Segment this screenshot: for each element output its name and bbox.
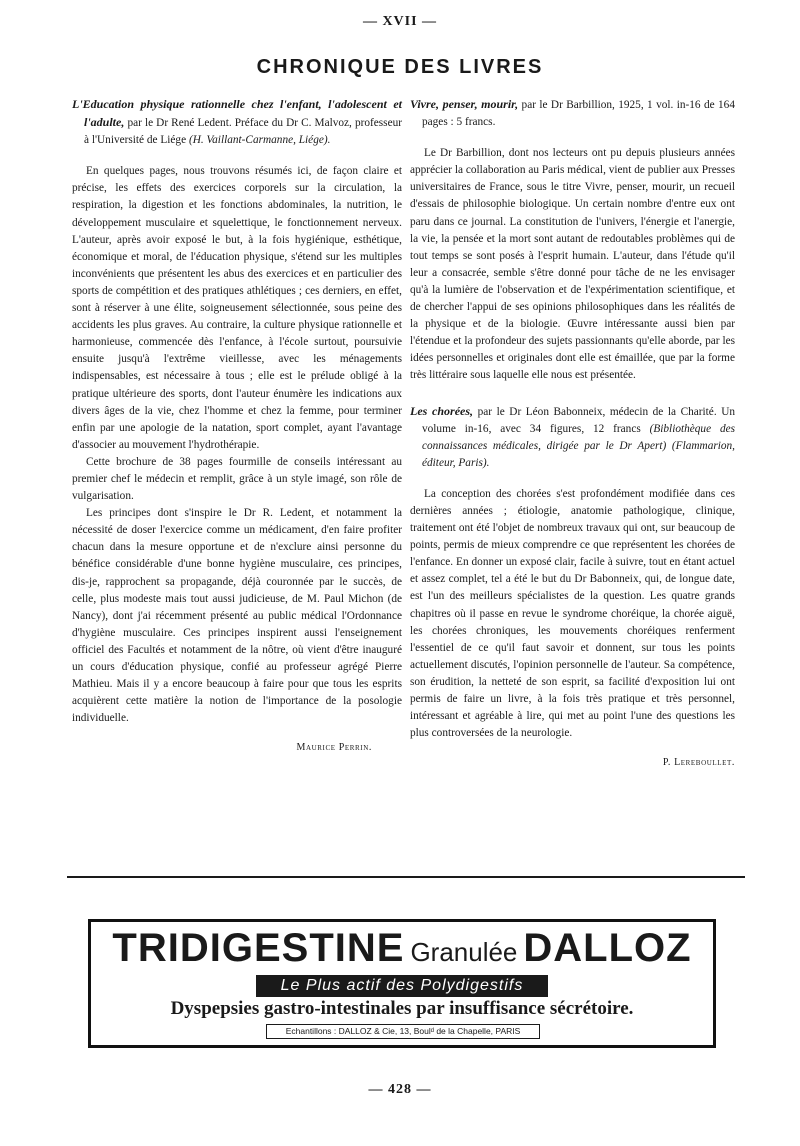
ad-address: Echantillons : DALLOZ & Cie, 13, Boulᵈ de la Chapelle, PARIS <box>266 1024 540 1039</box>
book-details: par le Dr Barbillion, 1925, 1 vol. in-16 de 164 pages : 5 francs. <box>422 99 735 129</box>
ad-brand-maker: DALLOZ <box>523 926 692 970</box>
review-heading-education <box>72 96 402 149</box>
page-number: — 428 — <box>368 1082 432 1097</box>
review-paragraph: Les principes dont s'inspire le Dr R. Ledent, et notamment la nécessité de doser l'exercice comme un médicament, d'en faire profiter chacun dans la mesure opportune et de n'exclure ainsi personne du bénéfice considérable d'une bonne hygiène musculaire, ces principes, dis-je, rapprochent sa propagande, déjà couronnée par le succès, de celle, plus modeste mais tout aussi judicieuse, de M. Paul Michon (de Nancy), dont j'ai récemment présenté au public médical l'Ordonnance d'hygiène musculaire. Ces principes inspirent aussi l'enseignement officiel des Facultés et notamment de la nôtre, où vient d'être inauguré un cours d'éducation physique, confié au professeur agrégé Pierre Mathieu. Mais il y a encore beaucoup à faire pour que tous les esprits acquièrent cette matière la notion de l'importance de la posologie individuelle. <box>72 507 402 725</box>
ad-claim: Dyspepsies gastro-intestinales par insuffisance sécrétoire. <box>170 998 634 1019</box>
ad-tagline: Le Plus actif des Polydigestifs <box>256 975 548 997</box>
book-title: Vivre, penser, mourir, <box>410 97 519 111</box>
review-heading-chorees <box>410 403 735 472</box>
review-heading-vivre <box>410 96 735 131</box>
book-details: par le Dr Léon Babonneix, médecin de la Charité. Un volume in-16, avec 34 figures, 12 francs <box>422 405 735 435</box>
section-title: CHRONIQUE DES LIVRES <box>256 56 544 78</box>
book-publisher: (H. Vaillant-Carmanne, Liége). <box>188 134 331 147</box>
review-paragraph: Le Dr Barbillion, dont nos lecteurs ont pu depuis plusieurs années apprécier la collaboration au Paris médical, vient de publier aux Presses universitaires de France, sous le titre Vivre, penser, mourir, un recueil d'essais de philosophie biologique. Un certain nombre d'entre eux ont paru dans ce journal. La constitution de l'univers, l'énergie et l'anergie, la vie, la pensée et la mort sont autant de redoutables problèmes qui de tout temps se sont posés à l'esprit humain. L'auteur, dans l'étude qu'il leur a consacrée, semble s'être donné pour tâche de ne les envisager qu'à la lumière de l'observation et de l'expérimentation scientifique, et de chercher l'appui de ses opinions philosophiques dans les réalités de la physique et de la biologie. Œuvre intéressante aussi bien par l'étendue et la profondeur des sujets passionnants qu'elle aborde, par les idées personnelles et originales dont elle est émaillée, que par la forme très littéraire sous laquelle elle nous est présentée. <box>410 147 735 382</box>
book-details: par le Dr René Ledent. Préface du Dr C. Malvoz, professeur à l'Université de Liége <box>84 117 403 147</box>
left-column <box>72 96 402 756</box>
book-series: (Bibliothèque des connaissances médicales, dirigée par le Dr Apert) (Flammarion, éditeur, Paris). <box>422 422 736 469</box>
review-paragraph: La conception des chorées s'est profondément modifiée dans ces dernières années ; étiologie, anatomie pathologique, clinique, traitement ont été l'objet de nombreux travaux qui ont, sur beaucoup de points, permis de mieux comprendre ce que représentent les chorées de l'enfance. En donner un exposé clair, facile à suivre, tout en étant actuel et assez complet, tel a été le but du Dr Babonneix, qui, de longue date, est l'un des meilleurs spécialistes de la question. Les quatre grands chapitres où il passe en revue le syndrome choréique, la chorée aiguë, les chorées chroniques, les mouvements choréiques renferment l'essentiel de ce qu'il faut savoir et donnent, sur tous les points actuellement discutés, l'opinion personnelle de l'auteur. Sa compétence, son érudition, la netteté de son esprit, sa facilité d'exposition lui ont permis de faire un livre, à la fois très pratique et très personnel, intéressant et agréable à lire, qui met au point l'une des questions les plus controversées de la neurologie. <box>410 487 735 740</box>
book-title: Les chorées, <box>410 403 474 418</box>
advertisement-box <box>88 919 716 1048</box>
review-paragraph: En quelques pages, nous trouvons résumés ici, de façon claire et précise, les effets des exercices corporels sur la circulation, la respiration, la digestion et les fonctions abdominales, la nutrition, le développement musculaire et squelettique, le fonctionnement nerveux. L'auteur, après avoir exposé le but, à la fois hygiénique, esthétique, économique et moral, de l'éducation physique, s'étend sur les multiples inconvénients que présentent les abus des exercices et en particulier des sports de compétition et des pratiques athlétiques ; ces derniers, en effet, sont à réserver à une élite, soigneusement sélectionnée, sous peine des accidents les plus graves. Au contraire, la culture physique rationnelle et harmonieuse, commencée dès l'enfance, à l'école surtout, poursuivie ensuite jusqu'à l'extrême vieillesse, avec les ménagements indispensables, est nécessaire à tous ; elle est le prélude obligé à la pratique ultérieure des sports, dont l'auteur énumère les indications aux divers âges de la vie, chez l'homme et chez la femme, pour terminer enfin par une apologie de la natation, sport complet, ayant l'avantage d'associer au mouvement l'hydrothérapie. <box>72 165 402 451</box>
page-folio-top: — XVII — <box>362 14 438 29</box>
ad-brand-name: TRIDIGESTINE <box>112 926 405 970</box>
right-column <box>410 96 735 771</box>
ad-brand <box>91 926 713 971</box>
reviewer-signature: Maurice Perrin. <box>296 742 372 754</box>
ad-brand-form: Granulée <box>410 937 518 967</box>
reviewer-signature: P. Lereboullet. <box>662 757 735 769</box>
review-paragraph: Cette brochure de 38 pages fourmille de conseils intéressant au premier chef le médecin et remplit, grâce à un style imagé, son rôle de vulgarisation. <box>72 455 402 503</box>
separator-rule <box>67 876 745 878</box>
book-title: L'Education physique rationnelle chez l'enfant, l'adolescent et l'adulte, <box>72 97 402 130</box>
